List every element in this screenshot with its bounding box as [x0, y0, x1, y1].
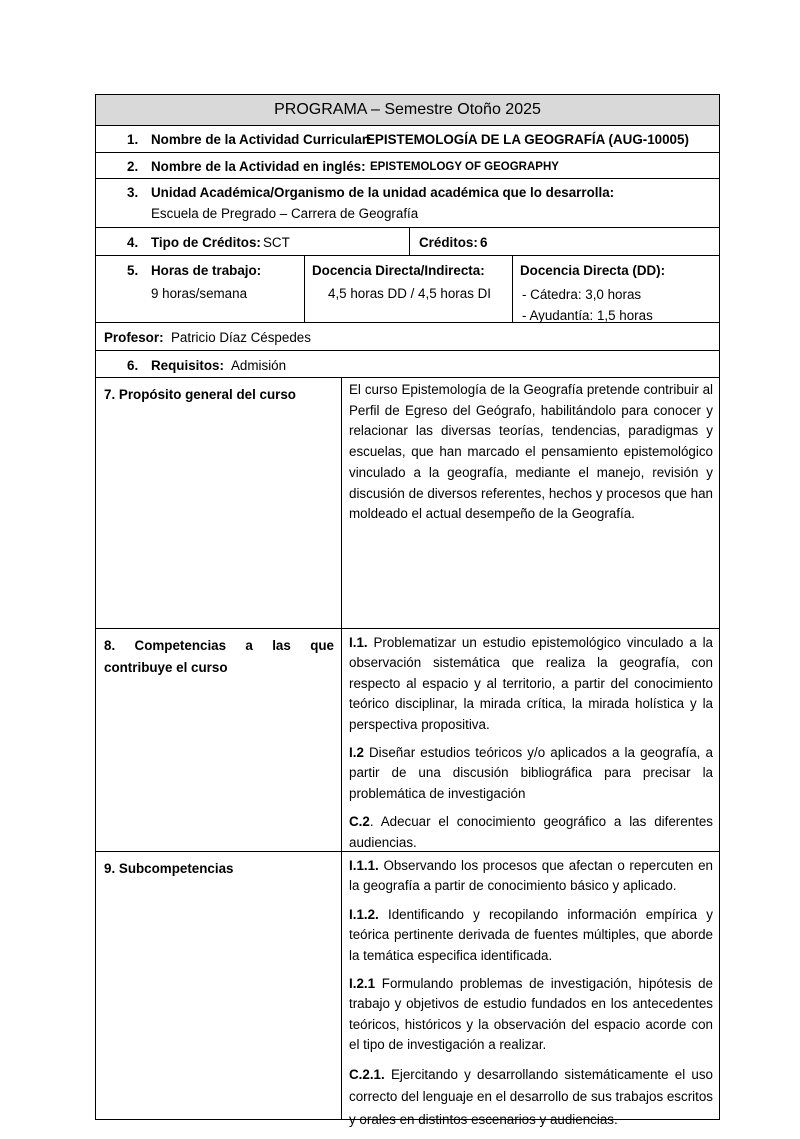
requirements-label: Requisitos: — [151, 358, 224, 373]
work-hours-label: Horas de trabajo: — [151, 263, 262, 278]
purpose-label: 7. Propósito general del curso — [104, 387, 296, 402]
competency-item — [349, 633, 713, 735]
row-number: 4. — [127, 235, 139, 250]
competency-code: I.2 — [349, 745, 364, 761]
subcompetencies-divider — [341, 852, 342, 1119]
program-header — [95, 94, 720, 126]
competency-text: Problematizar un estudio epistemológico vinculado a la observación sistemática que realiza la geografía, con respecto al espacio y al territorio, a partir del conocimiento teórico disciplinar, la mirada crítica, la mirada holística y la perspectiva propositiva. — [349, 635, 713, 732]
row-academic-unit — [95, 178, 720, 228]
activity-name-label: Nombre de la Actividad Curricular: — [151, 132, 372, 147]
row-number: 5. — [127, 263, 139, 278]
purpose-divider — [341, 378, 342, 628]
subcompetency-text: Ejercitando y desarrollando sistemáticamente el uso correcto del lenguaje en el desarrollo de sus trabajos escritos y orales en distintos escenarios y audiencias. — [349, 1066, 713, 1127]
competencies-list — [349, 633, 713, 861]
row-credit-type — [95, 227, 720, 256]
row-number: 3. — [127, 185, 139, 200]
english-name-label: Nombre de la Actividad en inglés: — [151, 159, 366, 174]
subcompetency-text: Identificando y recopilando información empírica y teórica pertinente derivada de fuentes múltiples, que aborde la temática especifica identificada. — [349, 906, 713, 963]
subcompetency-code: I.2.1 — [349, 976, 376, 992]
direct-indirect-label: Docencia Directa/Indirecta: — [312, 263, 485, 278]
row-purpose — [95, 377, 720, 629]
subcompetency-item — [349, 905, 713, 966]
assistant-hours: - Ayudantía: 1,5 horas — [522, 308, 653, 323]
row-number: 2. — [127, 159, 139, 174]
requirements-value: Admisión — [231, 358, 287, 373]
academic-unit-label: Unidad Académica/Organismo de la unidad académica que lo desarrolla: — [151, 185, 615, 200]
direct-indirect-value: 4,5 horas DD / 4,5 horas DI — [328, 286, 491, 301]
credit-type-value: SCT — [263, 235, 290, 250]
row-english-name — [95, 152, 720, 179]
english-name-value: EPISTEMOLOGY OF GEOGRAPHY — [370, 161, 559, 173]
activity-name-value: EPISTEMOLOGÍA DE LA GEOGRAFÍA (AUG-10005) — [366, 132, 689, 147]
row-competencies — [95, 628, 720, 852]
subcompetencies-list — [349, 856, 713, 1139]
subcompetency-text: Formulando problemas de investigación, hipótesis de trabajo y objetivos de estudio fundados en los antecedentes teóricos, históricos y la observación del espacio acorde con el tipo de investigación a realizar. — [349, 976, 713, 1053]
competency-code: I.1. — [349, 635, 368, 650]
subcompetency-text: Observando los procesos que afectan o repercuten en la geografía a partir de conocimiento básico y aplicado. — [349, 858, 713, 894]
subcompetency-code: I.1.2. — [349, 906, 379, 922]
competencies-label-line1: 8. Competencias a las que — [104, 638, 334, 653]
direct-teaching-label: Docencia Directa (DD): — [520, 263, 666, 278]
competency-code: C.2 — [349, 814, 370, 830]
lecture-hours: - Cátedra: 3,0 horas — [522, 287, 642, 302]
competencies-label-line2: contribuye el curso — [104, 660, 228, 675]
row-requirements — [95, 350, 720, 378]
academic-unit-value: Escuela de Pregrado – Carrera de Geografía — [151, 206, 419, 221]
professor-value: Patricio Díaz Céspedes — [171, 330, 311, 345]
work-hours-value: 9 horas/semana — [151, 286, 248, 301]
competency-item — [349, 743, 713, 804]
competency-text: . Adecuar el conocimiento geográfico a las diferentes audiencias. — [349, 814, 713, 850]
credits-label: Créditos: — [419, 235, 478, 250]
competency-item — [349, 812, 713, 853]
row-activity-name — [95, 125, 720, 153]
subcompetency-item — [349, 856, 713, 897]
competencies-divider — [341, 629, 342, 851]
credit-type-label: Tipo de Créditos: — [151, 235, 261, 250]
row-subcompetencies — [95, 851, 720, 1127]
row-number: 6. — [127, 358, 139, 373]
credits-value: 6 — [480, 235, 488, 250]
program-title: PROGRAMA – Semestre Otoño 2025 — [274, 101, 541, 118]
subcompetency-code: I.1.1. — [349, 858, 379, 873]
row-number: 1. — [127, 132, 139, 147]
row-work-hours — [95, 255, 720, 323]
purpose-text: El curso Epistemología de la Geografía pretende contribuir al Perfil de Egreso del Geógrafo, habilitándolo para conocer y relacionar las diversas teorías, tendencias, paradigmas y escuelas, que han marcado el pensamiento epistemológico vinculado a la geografía, mediante el manejo, revisión y discusión de diversos referentes, hechos y procesos que han moldeado el actual desempeño de la Geografía. — [349, 382, 713, 522]
hours-divider-2 — [512, 256, 513, 322]
subcompetency-item — [349, 974, 713, 1056]
subcompetency-item — [349, 1064, 713, 1132]
hours-divider-1 — [304, 256, 305, 322]
subcompetencies-label: 9. Subcompetencias — [104, 861, 234, 876]
professor-label: Profesor: — [104, 330, 164, 345]
credits-divider — [409, 228, 410, 255]
row-professor — [95, 322, 720, 351]
subcompetency-code: C.2.1. — [349, 1066, 385, 1082]
competency-text: Diseñar estudios teóricos y/o aplicados a la geografía, a partir de una discusión bibliográfica para precisar la problemática de investigación — [349, 745, 713, 801]
